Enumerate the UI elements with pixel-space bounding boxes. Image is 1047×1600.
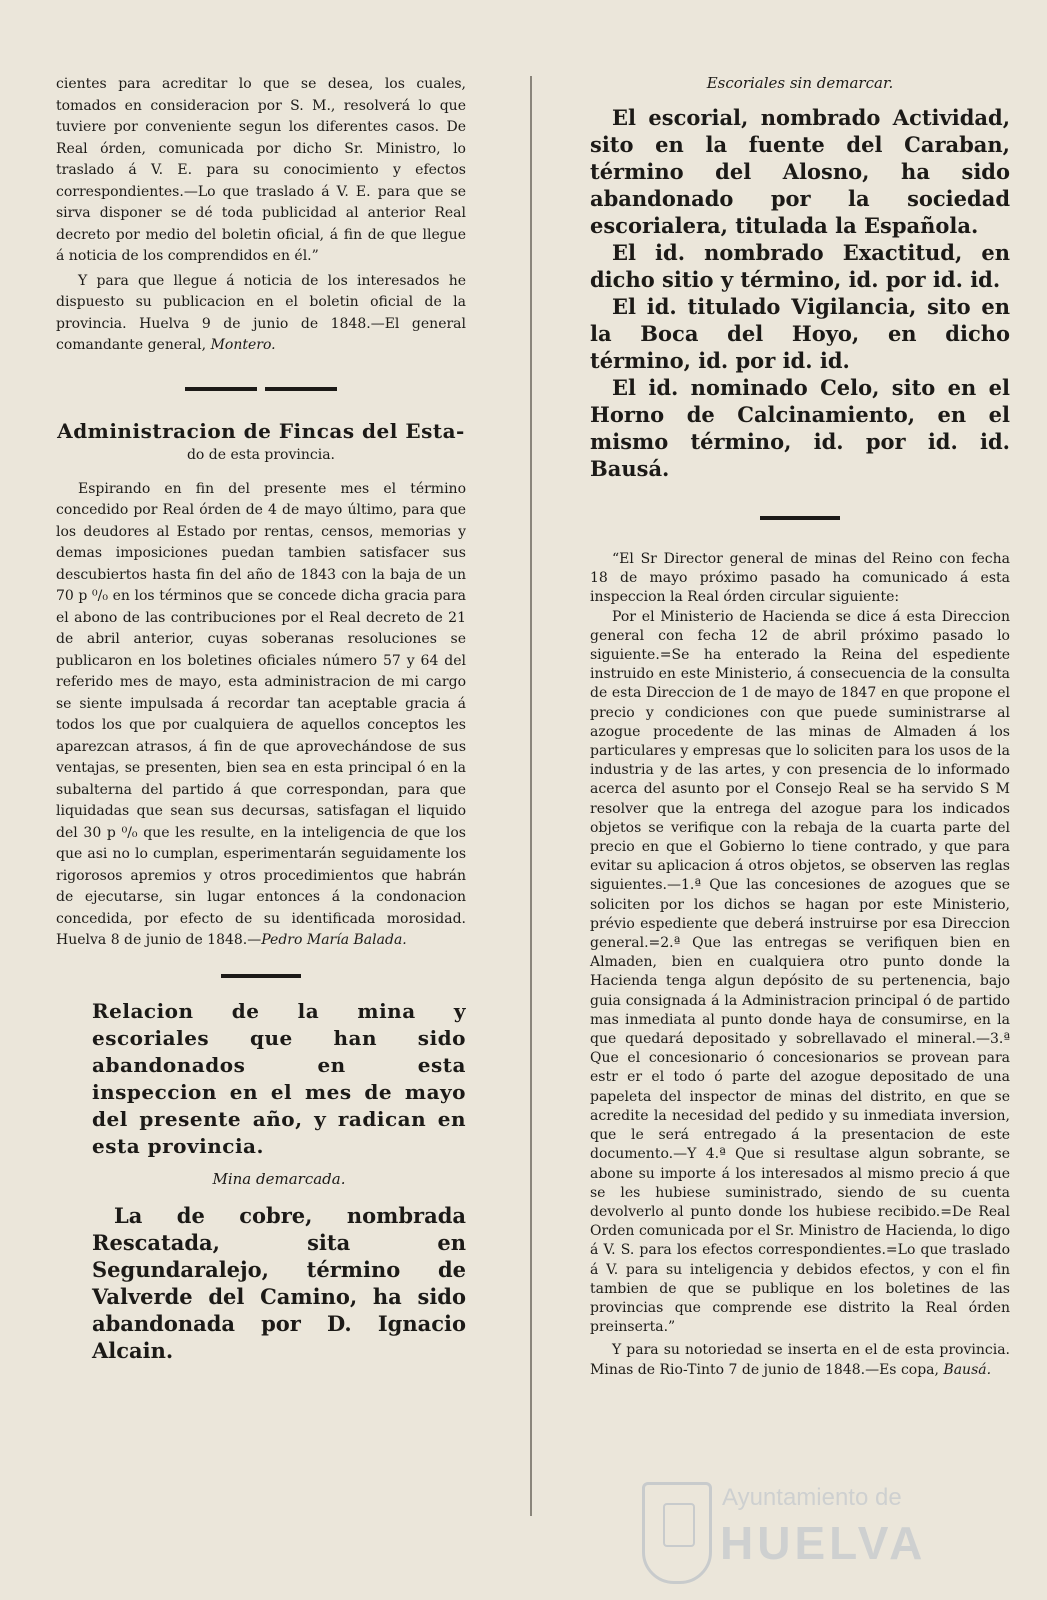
escorial-actividad: El escorial, nombrado Actividad, sito en la fuente del Caraban, término del Alosno, ha sido abandonado por la sociedad escorialera, titulada la Española.: [590, 105, 1010, 238]
rio-tinto-note: [590, 1341, 1010, 1379]
section-separator: [56, 387, 466, 391]
publication-note: [56, 271, 466, 357]
publication-note-text: Y para que llegue á noticia de los interesados he dispuesto su publicacion en el boletin oficial de la provincia. Huelva 9 de junio de 1848.—El general comandante general,: [56, 272, 466, 353]
right-column: [590, 74, 1010, 1380]
section-separator-2: [221, 974, 301, 978]
left-column: [56, 74, 466, 1364]
fincas-notice-text: Espirando en fin del presente mes el término concedido por Real órden de 4 de mayo último, para que los deudores al Estado por rentas, censos, memorias y demas imposiciones puedan tambien satisfacer sus descubiertos hasta fin del año de 1843 con la baja de un 70 p ⁰/₀ en los términos que se concede dicha gracia para el abono de las contribuciones por el Real decreto de 21 de abril anterior, cuyas soberanas resoluciones se publicaron en los boletines oficiales número 57 y 64 del referido mes de mayo, esta administracion de mi cargo se siente impulsada á recordar tan aceptable gracia á todos los que por cualquiera de aquellos conceptos les aparezcan atrasos, á fin de que aprovechándose de sus ventajas, se presenten, bien sea en esta principal ó en la subalterna del partido á que correspondan, para que liquidadas que sean sus decursas, satisfagan el liquido del 30 p ⁰/₀ que les resulte, en la inteligencia de que los que asi no lo cumplan, esperimentarán seguidamente los rigorosos apremios y otros procedimientos que habrán de ejecutarse, sin lugar entonces á la condonacion concedida, por efecto de su identificada morosidad. Huelva 8 de junio de 1848.—: [56, 480, 466, 948]
subheading-mina-demarcada: Mina demarcada.: [212, 1169, 346, 1188]
minas-circular-body: Por el Ministerio de Hacienda se dice á esta Direccion general con fecha 12 de abril próximo pasado lo siguiente.=Se ha enterado la Reina del espediente instruido en este Ministerio, á consecuencia de la consulta de esta Direccion de 1 de mayo de 1847 en que propone el precio y condiciones con que puede suministrarse al azogue procedente de las minas de Almaden á los particulares y empresas que lo soliciten para los usos de la industria y de las artes, y con presencia de lo informado acerca del asunto por el Consejo Real se ha servido S M resolver que la entrega del azogue para los indicados objetos se verifique con la rebaja de la cuarta parte del precio en que el Gobierno lo tiene contrado, y que para evitar su aplicacion á otros objetos, se observen las reglas siguientes.—1.ª Que las concesiones de azogues que se soliciten por los dichos se hagan por este Ministerio, prévio espediente que deberá instruirse por esa Direccion general.=2.ª Que las entregas se verifiquen bien en Almaden, bien en cualquiera otro punto donde la Hacienda tenga algun depósito de su pertenencia, bajo guia consignada á la Administracion principal ó de partido mas inmediata al punto donde haya de consumirse, en la que quedará depositado y sobrellavado el mineral.—3.ª Que el concesionario ó concesionarios se provean para estr er el todo ó parte del azogue depositado de una papeleta del inspector de minas del distrito, en que se acredite la necesidad del pedido y su inmediata inversion, que le será entregado á la presentacion de este documento.—Y 4.ª Que si resultase algun sobrante, se abone su importe á los interesados al mismo precio á que se les hubiese suministrado, siendo de su cuenta devolverlo al punto donde los hubiese recibido.=De Real Orden comunicada por el Sr. Ministro de Hacienda, lo digo á V. S. para los efectos correspondientes.=Lo que traslado á V. para su inteligencia y debidos efectos, y con el fin tambien de que se publique en los boletines de las provincias que comprende ese distrito la Real órden preinserta.”: [590, 608, 1010, 1336]
section-subtitle-fincas: do de esta provincia.: [186, 446, 336, 463]
mine-entry-rescatada: La de cobre, nombrada Rescatada, sita en Segundaralejo, término de Valverde del Camino, ha sido abandonada por D. Ignacio Alcain.: [92, 1202, 466, 1363]
minas-circular-intro: “El Sr Director general de minas del Reino con fecha 18 de mayo próximo pasado ha comunicado á esta inspeccion la Real órden circular siguiente:: [590, 551, 1010, 606]
heading-escoriales: Escoriales sin demarcar.: [706, 74, 894, 92]
signature-balada: Pedro María Balada.: [261, 932, 407, 948]
escorial-exactitud: El id. nombrado Exactitud, en dicho sitio y término, id. por id. id.: [590, 240, 1010, 292]
watermark-line-2: HUELVA: [720, 1517, 927, 1569]
column-divider: [530, 76, 532, 1516]
signature-montero: Montero.: [210, 337, 276, 353]
rio-tinto-note-text: Y para su notoriedad se inserta en el de esta provincia. Minas de Rio-Tinto 7 de junio de 1848.—Es copa,: [590, 1342, 1010, 1378]
article-continuation: cientes para acreditar lo que se desea, los cuales, tomados en consideracion por S. M., resolverá lo que tuviere por conveniente segun los diferentes casos. De Real órden, comunicada por dicho Sr. Ministro, lo traslado á V. E. para su conocimiento y efectos correspondientes.—Lo que traslado á V. E. para que se sirva disponer se dé toda publicidad al anterior Real decreto por medio del boletin oficial, á fin de que llegue á noticia de los comprendidos en él.”: [56, 76, 466, 264]
fincas-section: [56, 419, 466, 952]
section-title-fincas: Administracion de Fincas del Esta-: [57, 418, 465, 443]
signature-bausa: Bausá.: [943, 1361, 992, 1378]
escorial-celo: El id. nominado Celo, sito en el Horno de Calcinamiento, en el mismo término, id. por id. id. Bausá.: [590, 375, 1010, 481]
fincas-notice: [56, 479, 466, 952]
escorial-vigilancia: El id. titulado Vigilancia, sito en la Boca del Hoyo, en dicho término, id. por id. id.: [590, 294, 1010, 373]
mines-relation-section: [56, 998, 466, 1364]
section-separator-3: [760, 516, 840, 520]
crest-icon: [642, 1482, 712, 1584]
huelva-watermark: [642, 1478, 1002, 1588]
watermark-line-1: Ayuntamiento de: [722, 1484, 902, 1511]
section-title-relacion: Relacion de la mina y escoriales que han sido abandonados en esta inspeccion en el mes de mayo del presente año, y radican en esta provincia.: [92, 998, 466, 1158]
